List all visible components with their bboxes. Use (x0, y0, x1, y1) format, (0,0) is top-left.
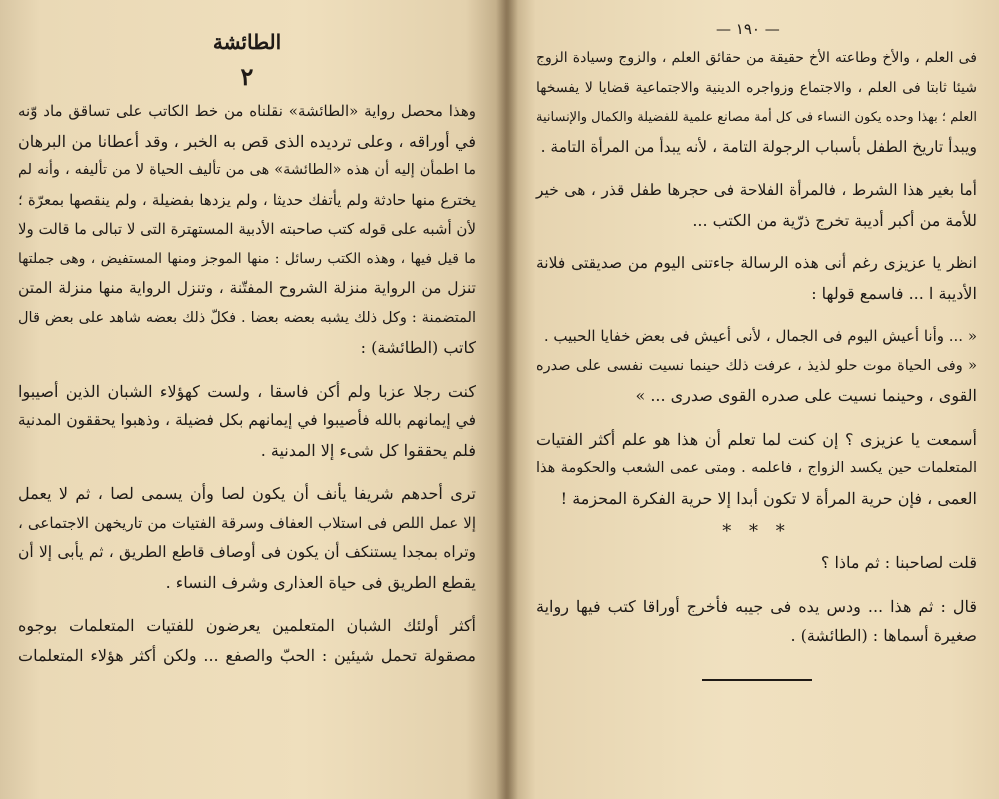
right-page (506, 0, 999, 799)
text-line: « ... وأنا أعيش اليوم فى الجمال ، لأنى أعيش فى بعض خفايا الحبيب . (543, 327, 977, 345)
text-line: مصقولة تحمل شيئين : الحبّ والصفع ... ولكن أكثر هؤلاء المتعلمات (18, 645, 476, 665)
text-line: تنزل من الرواية منزلة الشروح المفتّنة ، وتنزل الرواية منها منزلة المتن (18, 279, 476, 297)
text-line: العمى ، فإن حرية المرأة لا تكون أبدا إلا حرية الفكرة المحزمة ! (560, 488, 977, 508)
text-line: إلا عمل اللص فى استلاب العفاف وسرقة الفتيات من تاريخهن الاجتماعى ، (18, 513, 476, 532)
paragraph-4 (536, 425, 977, 514)
quote-2 (536, 352, 977, 411)
paragraph-5 (536, 548, 977, 578)
text-line: ويبدأ تاريخ الطفل بأسباب الرجولة التامة ، لأنه يبدأ من المرأة التامة . (540, 137, 977, 156)
text-line: العلم ؛ بهذا وحده يكون النساء فى كل أمة مصانع علمية للفضيلة والكمال والإنسانية (536, 110, 977, 125)
section-separator: * * * (722, 521, 791, 542)
text-line: قلت لصاحبنا : ثم ماذا ؟ (820, 553, 977, 572)
text-line: يقطع الطريق فى حياة العذارى وشرف النساء . (165, 572, 476, 592)
text-line: انظر يا عزيزى رغم أنى هذه الرسالة جاءتنى اليوم من صديقتى فلانة (536, 254, 977, 272)
running-head: الطائشة (212, 30, 282, 54)
paragraph-3 (536, 249, 977, 308)
text-line: « وفى الحياة موت حلو لذيذ ، عرفت ذلك حينما نسيت نفسى على صدره (536, 357, 977, 374)
text-line: كنت رجلا عزبا ولم أكن فاسقا ، ولست كهؤلاء الشبان الذين أصيبوا (18, 381, 476, 401)
text-line: كاتب (الطائشة) : (360, 338, 476, 357)
paragraph-4 (18, 611, 476, 670)
text-line: شيئا ثابتا فى العلم ، والاجتماع وزواجره الدينية والاجتماعية قضايا لا يفسخها (536, 79, 977, 96)
page-number: — ١٩٠ — (716, 20, 780, 38)
text-line: المتعلمات حين يكسد الزواج ، فاعلمه . ومتى عمى الشعب والحكومة هذا (536, 460, 977, 476)
text-line: ما اطمأن إليه أن هذه «الطائشة» هى من تأليف الحياة لا من تأليفه ، وأنه لم (18, 162, 476, 178)
text-line: وهذا محصل رواية «الطائشة» نقلناه من خط الكاتب على تساقق ماد وّنه (18, 102, 476, 120)
text-line: فى العلم ، والأخ وطاعته الأخ حقيقة من حقائق العلم ، والزوج وسيادة الزوج (536, 50, 977, 66)
text-line: يخترع منها حادثة ولم يأتفك حديثا ، ولم يزدها بفضيلة ، ولم ينقصها بمعرّة ؛ (18, 190, 476, 209)
text-line: المتضمنة : وكل ذلك يشبه بعضه بعضا . فكلّ ذلك بعضه شاهد على بعض قال (18, 309, 476, 326)
paragraph-3 (18, 479, 476, 597)
text-line: ما قيل فيها ، وهذه الكتب رسائل : منها الموجز ومنها المستفيض ، وهى جملتها (18, 250, 476, 267)
text-line: فلم يحققوا كل شىء إلا المدنية . (260, 440, 476, 460)
text-line: الأديبة ا ... فاسمع قولها : (811, 283, 977, 303)
text-line: صغيرة أسماها : (الطائشة) . (790, 626, 977, 645)
text-line: أكثر أولئك الشبان المتعلمين يعرضون للفتيات المتعلمات بوجوه (18, 616, 476, 635)
paragraph-1 (536, 44, 977, 162)
text-line: للأمة من أكبر أديبة تخرج ذرّية من الكتب ... (692, 210, 977, 230)
paragraph-2 (536, 176, 977, 235)
book-gutter (496, 0, 518, 799)
paragraph-2 (18, 377, 476, 466)
text-line: قال : ثم هذا ... ودس يده فى جيبه فأخرج أوراقا كتب فيها رواية (536, 596, 977, 616)
paragraph-6 (536, 592, 977, 651)
text-line: ترى أحدهم شريفا يأنف أن يكون لصا وأن يسمى لصا ، ثم لا يعمل (18, 484, 476, 503)
text-line: وتراه بمجدا يستنكف أن يكون فى أوصاف قاطع الطريق ، ثم يأبى إلا أن (18, 543, 476, 561)
chapter-number: ٢ (240, 62, 254, 91)
text-line: أسمعت يا عزيزى ؟ إن كنت لما تعلم أن هذا هو علم أكثر الفتيات (536, 429, 977, 449)
text-line: القوى ، وحينما نسيت على صدره القوى صدرى ... » (635, 386, 977, 405)
paragraph-1 (18, 97, 476, 363)
text-line: أما بغير هذا الشرط ، فالمرأة الفلاحة فى حجرها طفل قذر ، هى خير (536, 181, 977, 199)
quote-1 (536, 322, 977, 352)
text-line: في إيمانهم بالله فأصيبوا في إيمانهم بكل فضيلة ، وذهبوا يحققون المدنية (17, 411, 476, 429)
text-line: في أوراقه ، وعلى ترديده الذى قص به الخبر ، وقد أعطانا من البرهان (18, 131, 476, 151)
text-line: لأن أشبه على قوله كتب صاحبته الأدبية المستهترة التى لا تبالى ما قالت ولا (17, 220, 476, 238)
end-rule (702, 679, 812, 681)
